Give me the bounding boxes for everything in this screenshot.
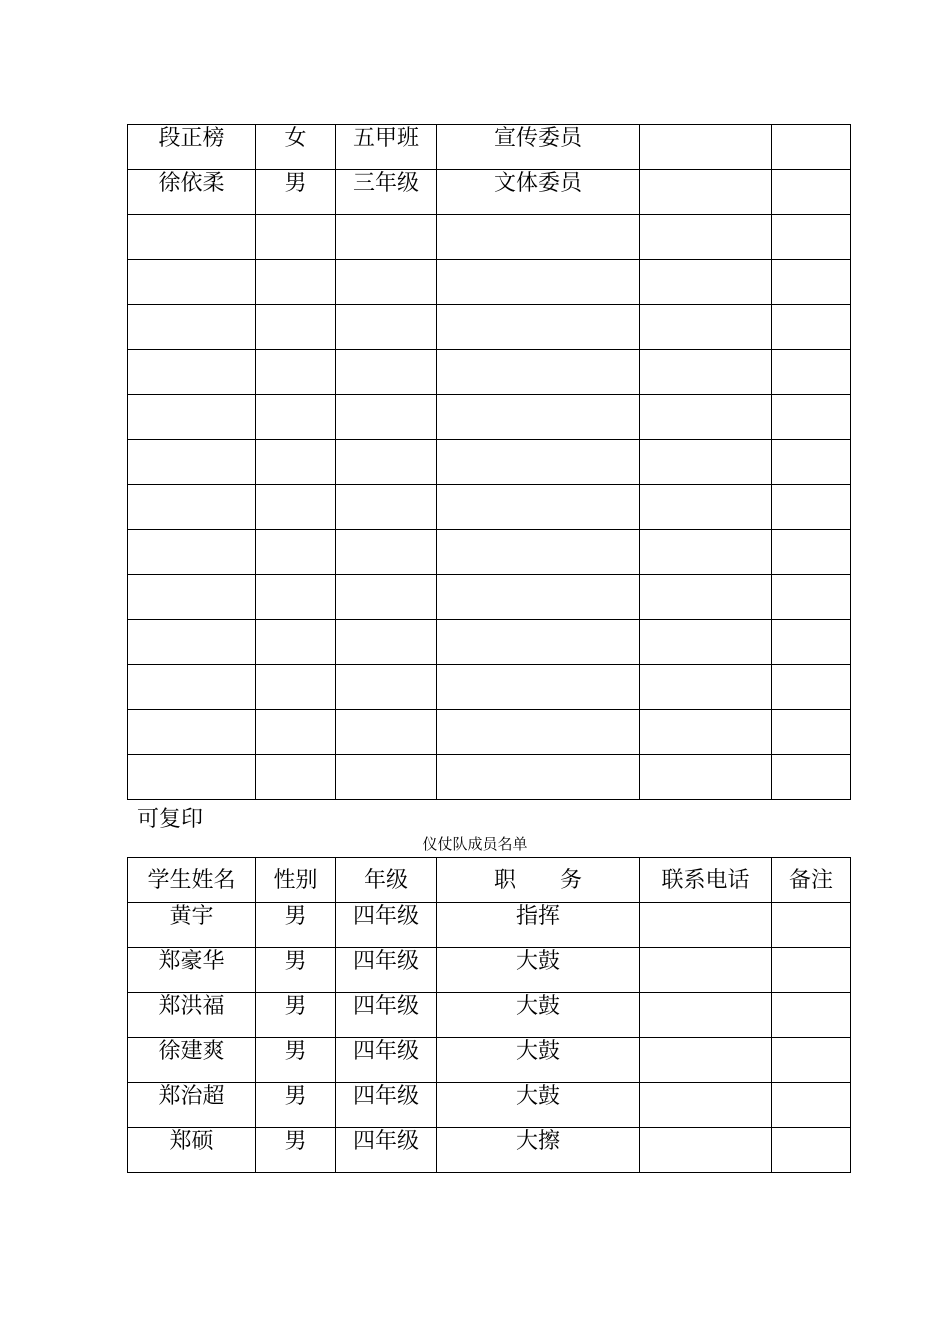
cell-grade: [336, 350, 437, 395]
cell-gender: [256, 215, 336, 260]
cell-gender: 男: [256, 1038, 336, 1083]
cell-phone: [640, 440, 772, 485]
cell-remarks: [772, 170, 851, 215]
cell-name: [128, 620, 256, 665]
cell-remarks: [772, 305, 851, 350]
cell-gender: 男: [256, 1128, 336, 1173]
cell-grade: 四年级: [336, 948, 437, 993]
cell-grade: 三年级: [336, 170, 437, 215]
cell-phone: [640, 170, 772, 215]
table-row: [128, 125, 851, 170]
cell-grade: [336, 755, 437, 800]
cell-grade: 四年级: [336, 1128, 437, 1173]
cell-remarks: [772, 395, 851, 440]
cell-remarks: [772, 755, 851, 800]
cell-position: 大擦: [437, 1128, 640, 1173]
cell-position: [437, 215, 640, 260]
cell-position: [437, 440, 640, 485]
cell-gender: 男: [256, 948, 336, 993]
cell-gender: [256, 530, 336, 575]
table-row: [128, 1128, 851, 1173]
cell-phone: [640, 350, 772, 395]
header-phone: 联系电话: [640, 858, 772, 903]
cell-gender: 男: [256, 903, 336, 948]
table-row: [128, 305, 851, 350]
cell-grade: [336, 620, 437, 665]
cell-name: [128, 215, 256, 260]
cell-name: [128, 710, 256, 755]
cell-remarks: [772, 993, 851, 1038]
cell-phone: [640, 1083, 772, 1128]
cell-gender: [256, 350, 336, 395]
header-student-name: 学生姓名: [128, 858, 256, 903]
cell-phone: [640, 903, 772, 948]
cell-grade: [336, 305, 437, 350]
table-row: [128, 350, 851, 395]
cell-position: [437, 755, 640, 800]
cell-remarks: [772, 530, 851, 575]
cell-name: [128, 665, 256, 710]
cell-grade: 四年级: [336, 1083, 437, 1128]
table-row: [128, 260, 851, 305]
cell-remarks: [772, 1038, 851, 1083]
copyable-note: 可复印: [137, 807, 204, 832]
cell-gender: [256, 575, 336, 620]
cell-phone: [640, 485, 772, 530]
cell-remarks: [772, 125, 851, 170]
header-position: 职 务: [437, 858, 640, 903]
cell-position: 大鼓: [437, 948, 640, 993]
cell-phone: [640, 530, 772, 575]
cell-phone: [640, 993, 772, 1038]
cell-phone: [640, 215, 772, 260]
cell-phone: [640, 125, 772, 170]
cell-position: [437, 395, 640, 440]
cell-phone: [640, 395, 772, 440]
cell-grade: [336, 395, 437, 440]
cell-position: [437, 530, 640, 575]
table-row: [128, 1083, 851, 1128]
cell-name: 徐建爽: [128, 1038, 256, 1083]
cell-gender: [256, 710, 336, 755]
cell-gender: 男: [256, 993, 336, 1038]
cell-gender: [256, 440, 336, 485]
cell-gender: 男: [256, 170, 336, 215]
cell-position: [437, 350, 640, 395]
cell-grade: [336, 530, 437, 575]
cell-grade: [336, 440, 437, 485]
cell-remarks: [772, 350, 851, 395]
cell-grade: [336, 665, 437, 710]
cell-grade: [336, 260, 437, 305]
cell-position: [437, 575, 640, 620]
cell-remarks: [772, 440, 851, 485]
table-row: [128, 710, 851, 755]
cell-gender: [256, 485, 336, 530]
cell-remarks: [772, 215, 851, 260]
table-row: [128, 948, 851, 993]
cell-remarks: [772, 485, 851, 530]
table-row: [128, 395, 851, 440]
cell-remarks: [772, 1083, 851, 1128]
cell-name: [128, 755, 256, 800]
cell-grade: [336, 485, 437, 530]
table-row: [128, 620, 851, 665]
cell-remarks: [772, 620, 851, 665]
cell-position: [437, 665, 640, 710]
cell-grade: 四年级: [336, 993, 437, 1038]
cell-position: 文体委员: [437, 170, 640, 215]
cell-gender: [256, 620, 336, 665]
cell-remarks: [772, 260, 851, 305]
cell-position: 大鼓: [437, 1038, 640, 1083]
cell-name: 郑豪华: [128, 948, 256, 993]
cell-position: 大鼓: [437, 1083, 640, 1128]
cell-name: [128, 485, 256, 530]
cell-phone: [640, 948, 772, 993]
honor-guard-roster-body: [128, 858, 851, 1173]
table-row: [128, 485, 851, 530]
cell-name: 郑洪福: [128, 993, 256, 1038]
cell-phone: [640, 755, 772, 800]
cell-position: 宣传委员: [437, 125, 640, 170]
cell-position: [437, 305, 640, 350]
continued-roster-table: [127, 124, 851, 800]
table-row: [128, 575, 851, 620]
table-row: [128, 903, 851, 948]
header-grade: 年级: [336, 858, 437, 903]
cell-position: 指挥: [437, 903, 640, 948]
cell-name: [128, 350, 256, 395]
cell-position: [437, 260, 640, 305]
cell-position: [437, 710, 640, 755]
table-row: [128, 215, 851, 260]
cell-phone: [640, 710, 772, 755]
cell-position: [437, 485, 640, 530]
cell-grade: 四年级: [336, 903, 437, 948]
cell-name: 徐依柔: [128, 170, 256, 215]
cell-grade: [336, 215, 437, 260]
cell-phone: [640, 575, 772, 620]
table-row: [128, 665, 851, 710]
cell-name: [128, 530, 256, 575]
cell-gender: 男: [256, 1083, 336, 1128]
cell-phone: [640, 665, 772, 710]
table-row: [128, 170, 851, 215]
cell-remarks: [772, 1128, 851, 1173]
cell-remarks: [772, 575, 851, 620]
cell-gender: [256, 395, 336, 440]
cell-name: 郑治超: [128, 1083, 256, 1128]
table-row: [128, 755, 851, 800]
cell-grade: [336, 575, 437, 620]
cell-position: [437, 620, 640, 665]
cell-name: [128, 305, 256, 350]
continued-roster-body: [128, 125, 851, 800]
cell-grade: 五甲班: [336, 125, 437, 170]
cell-grade: 四年级: [336, 1038, 437, 1083]
cell-phone: [640, 1038, 772, 1083]
cell-remarks: [772, 665, 851, 710]
cell-phone: [640, 305, 772, 350]
cell-gender: [256, 305, 336, 350]
cell-position: 大鼓: [437, 993, 640, 1038]
cell-name: 郑硕: [128, 1128, 256, 1173]
table-header-row: [128, 858, 851, 903]
cell-remarks: [772, 903, 851, 948]
cell-gender: [256, 260, 336, 305]
table-row: [128, 530, 851, 575]
cell-phone: [640, 1128, 772, 1173]
cell-name: [128, 575, 256, 620]
cell-name: [128, 260, 256, 305]
header-remarks: 备注: [772, 858, 851, 903]
table-row: [128, 440, 851, 485]
cell-remarks: [772, 710, 851, 755]
cell-grade: [336, 710, 437, 755]
cell-name: 段正榜: [128, 125, 256, 170]
cell-phone: [640, 260, 772, 305]
cell-gender: [256, 755, 336, 800]
list-title: 仪仗队成员名单: [422, 835, 528, 853]
honor-guard-roster-table: [127, 857, 851, 1173]
table-row: [128, 993, 851, 1038]
cell-phone: [640, 620, 772, 665]
cell-name: [128, 440, 256, 485]
header-gender: 性别: [256, 858, 336, 903]
cell-remarks: [772, 948, 851, 993]
cell-name: 黄宇: [128, 903, 256, 948]
cell-gender: 女: [256, 125, 336, 170]
cell-name: [128, 395, 256, 440]
cell-gender: [256, 665, 336, 710]
table-row: [128, 1038, 851, 1083]
